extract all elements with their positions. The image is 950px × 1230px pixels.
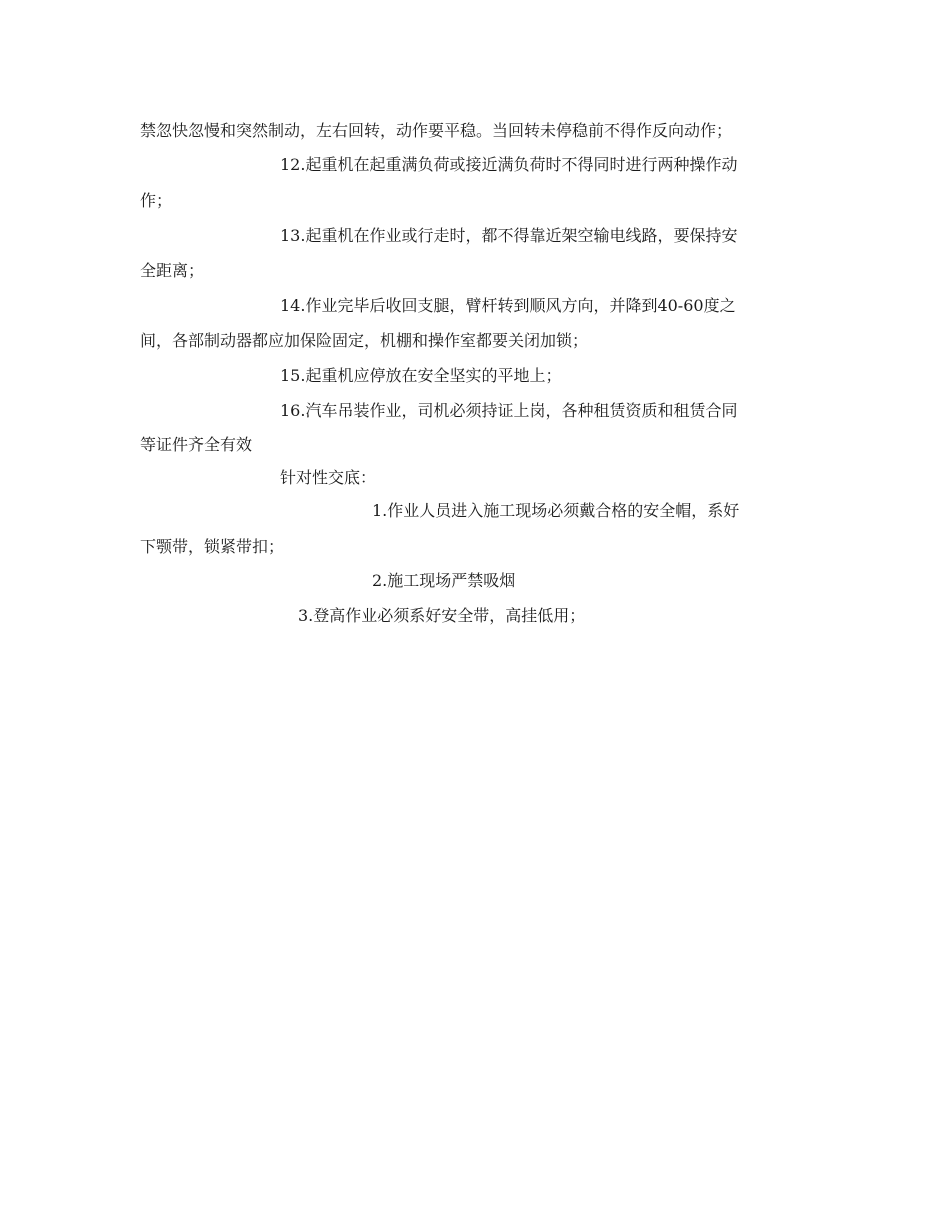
- section-heading-targeted-briefing: 针对性交底：: [280, 468, 377, 487]
- text-line-brief-1-cont: 下颚带，锁紧带扣；: [140, 537, 285, 556]
- text-line-brief-1: 1.作业人员进入施工现场必须戴合格的安全帽，系好: [372, 501, 740, 520]
- text-line-continuation-rotation: 禁忽快忽慢和突然制动，左右回转，动作要平稳。当回转未停稳前不得作反向动作；: [140, 121, 733, 140]
- text-line-item-13: 13.起重机在作业或行走时，都不得靠近架空输电线路，要保持安: [280, 226, 738, 245]
- text-line-item-12-cont: 作；: [140, 191, 173, 210]
- text-line-brief-3: 3.登高作业必须系好安全带，高挂低用；: [298, 606, 586, 625]
- text-line-brief-2: 2.施工现场严禁吸烟: [372, 571, 516, 590]
- text-line-item-14: 14.作业完毕后收回支腿，臂杆转到顺风方向，并降到40-60度之: [280, 296, 736, 315]
- text-line-item-12: 12.起重机在起重满负荷或接近满负荷时不得同时进行两种操作动: [280, 155, 738, 174]
- text-line-item-16-cont: 等证件齐全有效: [140, 435, 253, 454]
- text-line-item-15: 15.起重机应停放在安全坚实的平地上；: [280, 366, 562, 385]
- text-line-item-13-cont: 全距离；: [140, 261, 205, 280]
- text-line-item-16: 16.汽车吊装作业，司机必须持证上岗，各种租赁资质和租赁合同: [280, 401, 738, 420]
- text-line-item-14-cont: 间，各部制动器都应加保险固定，机棚和操作室都要关闭加锁；: [140, 331, 589, 350]
